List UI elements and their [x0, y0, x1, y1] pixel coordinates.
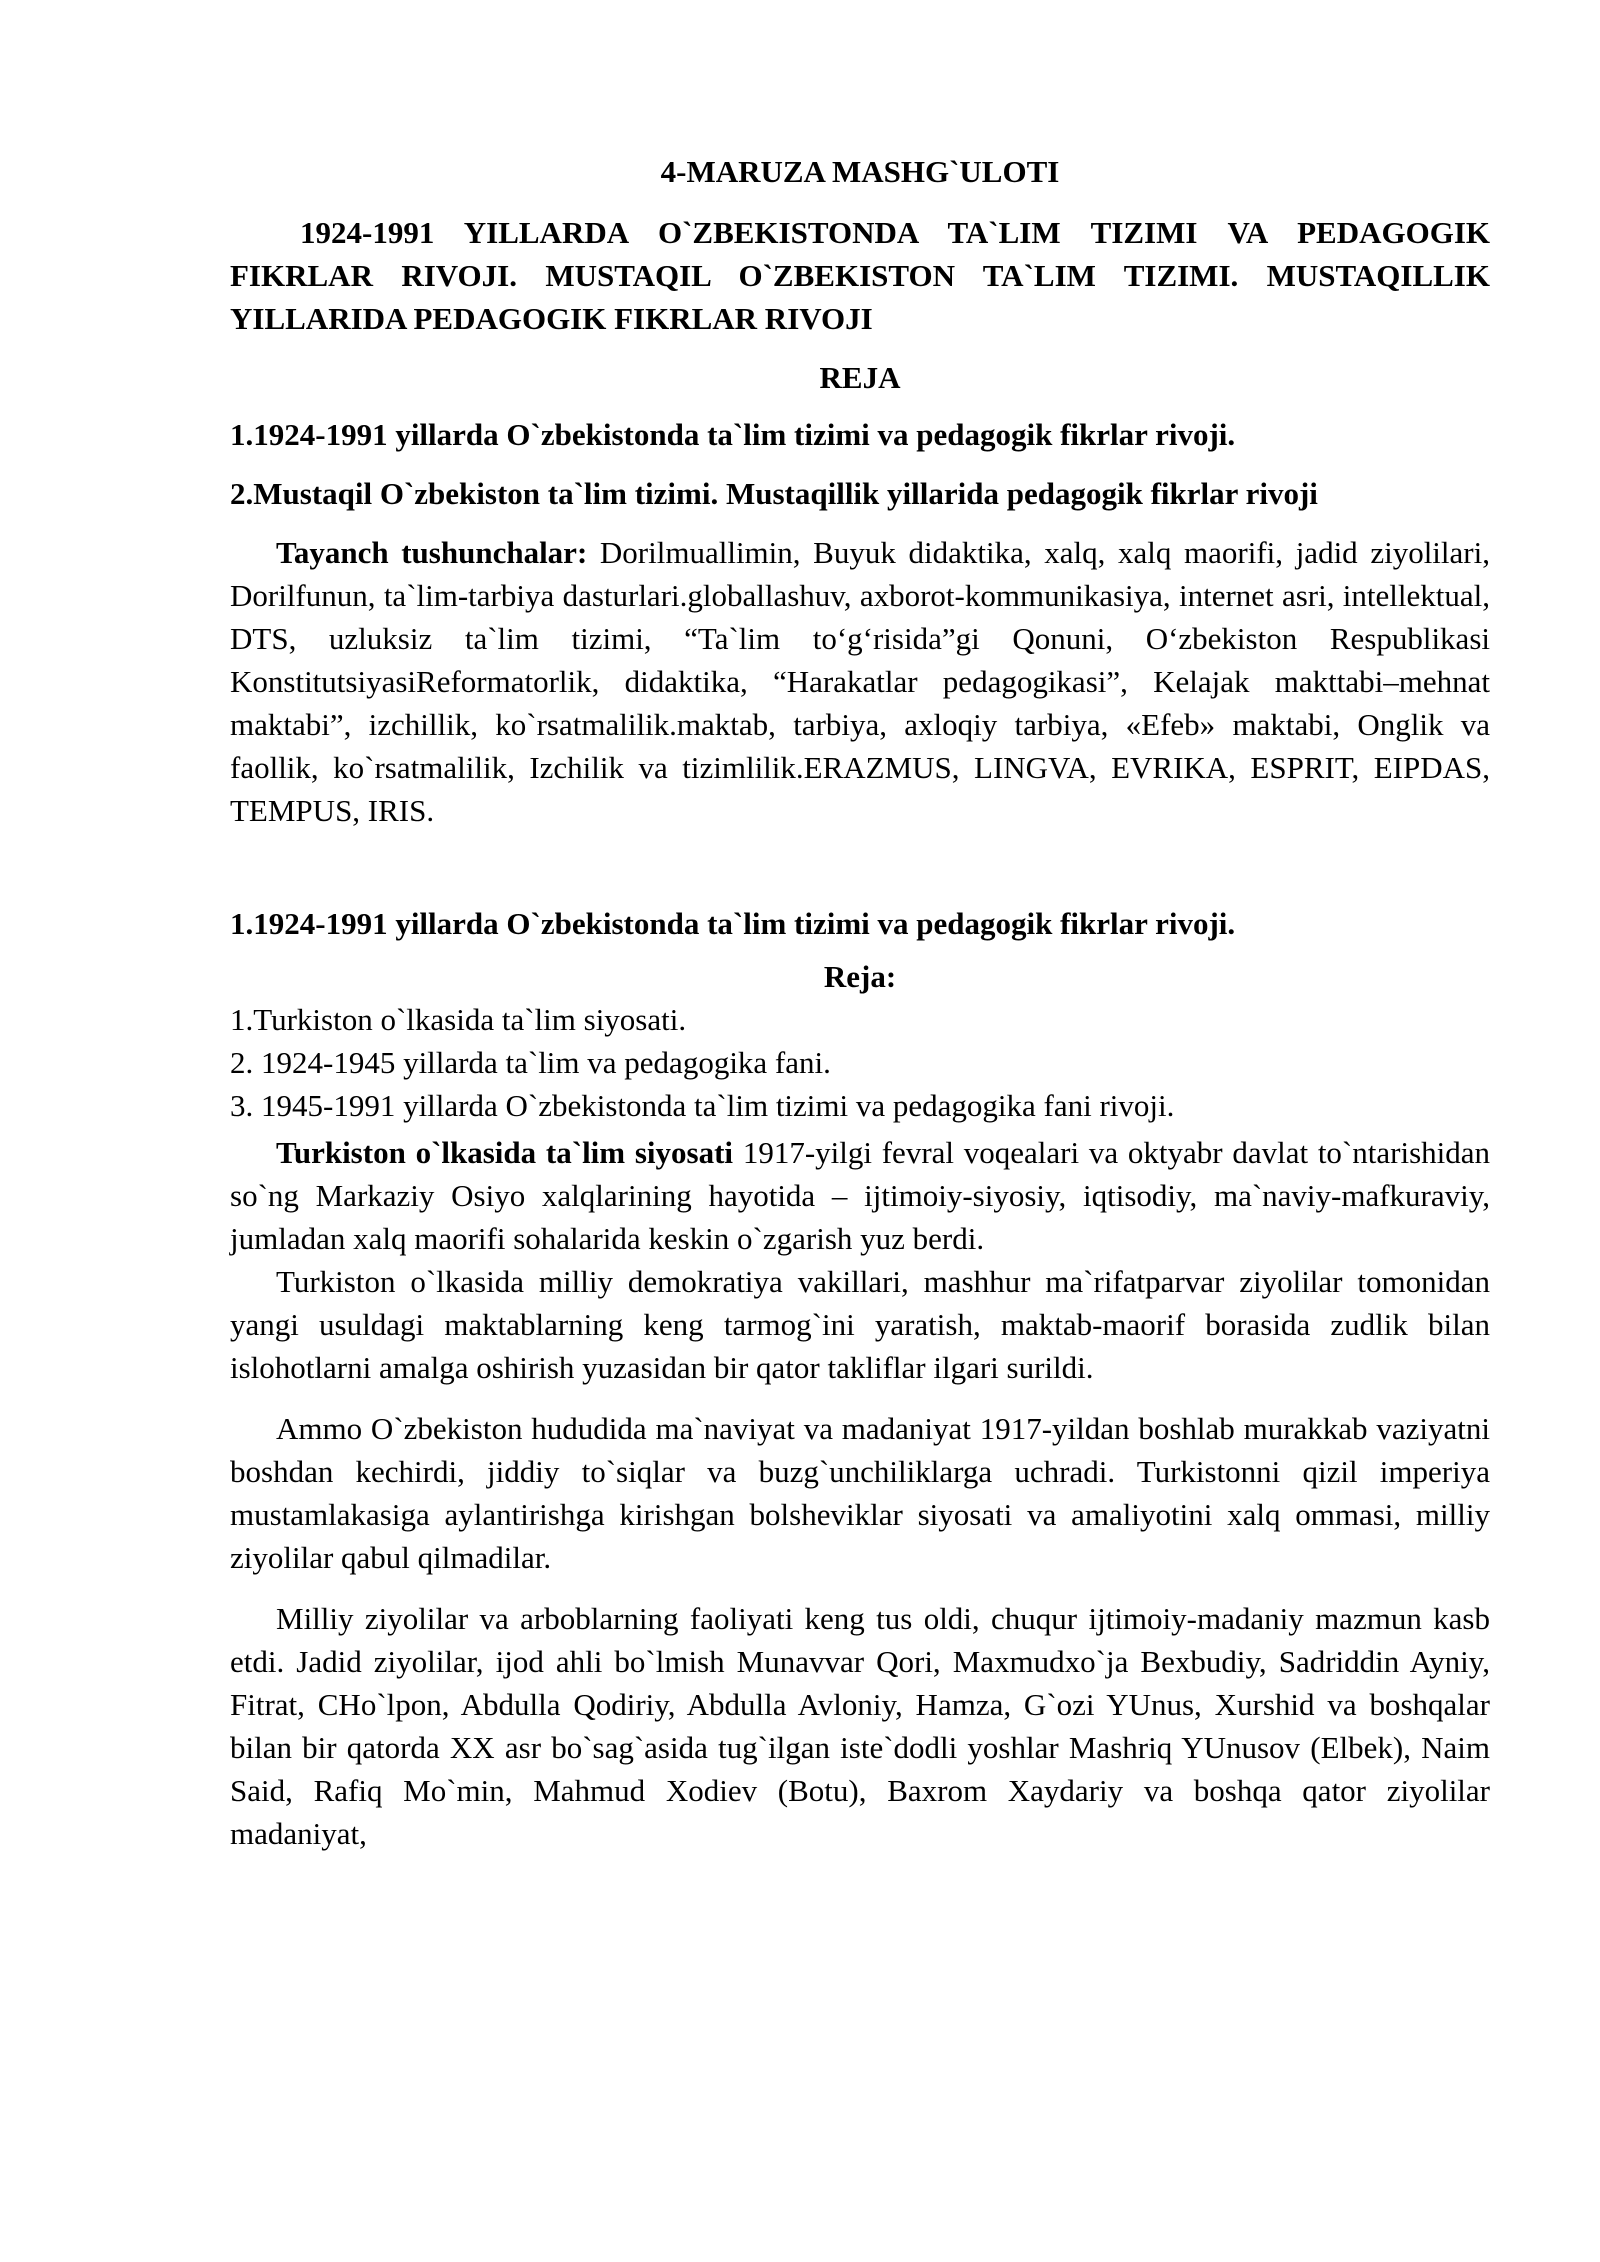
section-1-heading: 1.1924-1991 yillarda O`zbekistonda ta`lim tizimi va pedagogik fikrlar rivoji.: [230, 906, 1236, 941]
lecture-subtitle: 1924-1991 YILLARDA O`ZBEKISTONDA TA`LIM TIZIMI VA PEDAGOGIK FIKRLAR RIVOJI. MUSTAQIL O`ZBEKISTON TA`LIM TIZIMI. MUSTAQILLIK YILLARIDA PEDAGOGIK FIKRLAR RIVOJI: [230, 215, 1490, 336]
body-paragraph-1-lead: Turkiston o`lkasida ta`lim siyosati: [276, 1135, 734, 1170]
body-paragraph-4: Milliy ziyolilar va arboblarning faoliyati keng tus oldi, chuqur ijtimoiy-madaniy mazmun kasb etdi. Jadid ziyolilar, ijod ahli bo`lmish Munavvar Qori, Maxmudxo`ja Bexbudiy, Sadriddin Ayniy, Fitrat, CHo`lpon, Abdulla Qodiriy, Abdulla Avloniy, Hamza, G`ozi YUnus, Xurshid va boshqalar bilan bir qatorda XX asr bo`sag`asida tug`ilgan iste`dodli yoshlar Mashriq YUnusov (Elbek), Naim Said, Rafiq Mo`min, Mahmud Xodiev (Botu), Baxrom Xaydariy va boshqa qator ziyolilar madaniyat,: [230, 1601, 1490, 1851]
section-1-plan-item-1: 1.Turkiston o`lkasida ta`lim siyosati.: [230, 1002, 687, 1037]
section-1-plan-item-2: 2. 1924-1945 yillarda ta`lim va pedagogika fani.: [230, 1045, 831, 1080]
body-paragraph-2: Turkiston o`lkasida milliy demokratiya vakillari, mashhur ma`rifatparvar ziyolilar tomonidan yangi usuldagi maktablarning keng tarmog`ini yaratish, maktab-maorif borasida zudlik bilan islohotlarni amalga oshirish yuzasidan bir qator takliflar ilgari surildi.: [230, 1264, 1490, 1385]
plan-item-2: 2.Mustaqil O`zbekiston ta`lim tizimi. Mustaqillik yillarida pedagogik fikrlar rivoji: [230, 476, 1318, 511]
section-1-plan-label: Reja:: [823, 959, 897, 994]
plan-item-1: 1.1924-1991 yillarda O`zbekistonda ta`lim tizimi va pedagogik fikrlar rivoji.: [230, 417, 1236, 452]
key-concepts-label: Tayanch tushunchalar:: [276, 535, 588, 570]
lecture-title: 4-MARUZA MASHG`ULOTI: [660, 154, 1060, 189]
body-paragraph-3: Ammo O`zbekiston hududida ma`naviyat va madaniyat 1917-yildan boshlab murakkab vaziyatni boshdan kechirdi, jiddiy to`siqlar va buzg`unchiliklarga uchradi. Turkistonni qizil imperiya mustamlakasiga aylantirishga kirishgan bolsheviklar siyosati va amaliyotini xalq ommasi, milliy ziyolilar qabul qilmadilar.: [230, 1411, 1490, 1575]
body-paragraph-1-text: 1917-yilgi fevral voqealari va oktyabr davlat to`ntarishidan so`ng Markaziy Osiyo xalqlarining hayotida – ijtimoiy-siyosiy, iqtisodiy, ma`naviy-mafkuraviy, jumladan xalq maorifi sohalarida keskin o`zgarish yuz berdi.: [230, 1135, 1491, 1256]
document-content: [230, 150, 1490, 1855]
section-1-plan-item-3: 3. 1945-1991 yillarda O`zbekistonda ta`lim tizimi va pedagogika fani rivoji.: [230, 1088, 1175, 1123]
key-concepts-paragraph: [230, 531, 1490, 832]
key-concepts-text: Dorilmuallimin, Buyuk didaktika, xalq, xalq maorifi, jadid ziyolilari, Dorilfunun, ta`lim-tarbiya dasturlari.globallashuv, axborot-kommunikasiya, internet asri, intellektual, DTS, uzluksiz ta`lim tizimi, “Ta`lim to‘g‘risida”gi Qonuni, O‘zbekiston Respublikasi KonstitutsiyasiReformatorlik, didaktika, “Harakatlar pedagogikasi”, Kelajak makttabi–mehnat maktabi”, izchillik, ko`rsatmalilik.maktab, tarbiya, axloqiy tarbiya, «Efeb» maktabi, Onglik va faollik, ko`rsatmalilik, Izchilik va tizimlilik.ERAZMUS, LINGVA, EVRIKA, ESPRIT, EIPDAS, TEMPUS, IRIS.: [230, 535, 1490, 828]
body-paragraph-1: [230, 1131, 1490, 1260]
plan-heading: REJA: [819, 360, 901, 395]
